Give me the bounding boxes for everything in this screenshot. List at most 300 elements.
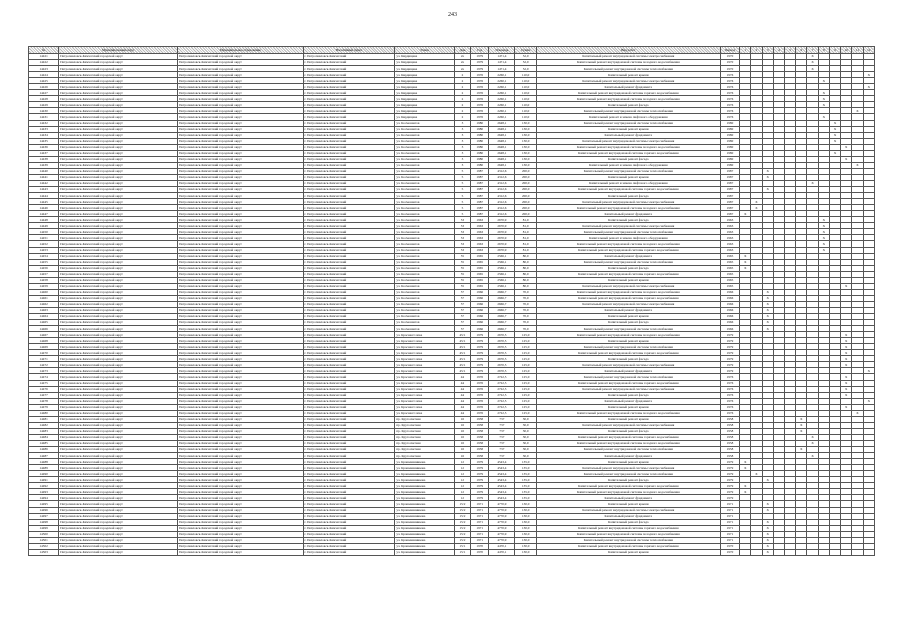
table-cell: г. Петропавловск-Камчатский [303,374,395,380]
table-cell [818,549,829,555]
table-cell: 53 [454,235,470,241]
table-cell: 70,0 [515,326,537,332]
table-cell: 1980 [471,126,489,132]
table-cell: Петропавловск-Камчатский городской округ [178,531,303,537]
table-cell: Петропавловск-Камчатский городской округ [178,344,303,350]
table-cell: г. Петропавловск-Камчатский [303,138,395,144]
table-cell: 1958 [471,422,489,428]
table-cell: 14487 [29,453,59,459]
table-cell: Х [863,368,874,374]
table-cell: 15/2 [454,537,470,543]
table-cell: 53 [454,217,470,223]
table-cell: г. Петропавловск-Камчатский [303,108,395,114]
table-cell: ул. Кирдищева [395,78,454,84]
table-cell: 1987 [720,205,739,211]
table-cell: 14433 [29,126,59,132]
table-cell: Петропавловск-Камчатский городской округ [178,90,303,96]
table-cell: 16 [454,447,470,453]
table-cell: 14426 [29,84,59,90]
table-cell: Петропавловск-Камчатский городской округ [59,96,178,102]
table-cell: Х [796,422,807,428]
table-cell: Петропавловск-Камчатский городской округ [59,277,178,283]
table-cell: Петропавловск-Камчатский городской округ [178,295,303,301]
table-cell: 1980 [471,144,489,150]
table-cell: 1976 [720,114,739,120]
table-cell: 130,0 [515,120,537,126]
table-cell: 14473 [29,368,59,374]
table-cell: Петропавловск-Камчатский городской округ [178,54,303,60]
table-cell: 125,0 [515,344,537,350]
table-cell: 5 [454,168,470,174]
table-cell: г. Петропавловск-Камчатский [303,501,395,507]
table-cell [807,549,818,555]
table-cell: ул. Космонавтов [395,180,454,186]
table-cell: 2566,1 [489,265,515,271]
table-cell: пр. Кругосветная [395,441,454,447]
column-header: Сумма [515,47,537,54]
table-cell: Капитальный ремонт внутридомовой системы теплоснабжения [536,471,720,477]
table-cell: Х [829,132,840,138]
table-cell: 135,0 [515,489,537,495]
table-cell: 15/2 [454,513,470,519]
table-cell: 1471,4 [489,60,515,66]
table-cell: 53 [454,223,470,229]
table-cell: 1979 [720,489,739,495]
table-cell: Х [740,489,751,495]
table-cell: Х [841,356,852,362]
table-cell: 2 [454,96,470,102]
table-cell: Капитальный ремонт фундамента [536,211,720,217]
table-cell: Х [762,477,773,483]
table-cell: Петропавловск-Камчатский городской округ [59,217,178,223]
table-cell: Х [841,380,852,386]
table-cell: 1966 [471,295,489,301]
table-cell: Петропавловск-Камчатский городской округ [59,102,178,108]
table-cell: 2670,9 [489,217,515,223]
table-cell: ул. Космонавтов [395,138,454,144]
table-cell: 14470 [29,350,59,356]
table-cell: Капитальный ремонт внутридомовой системы горячего водоснабжения [536,350,720,356]
table-cell: ул. Космонавтов [395,229,454,235]
table-cell: 14421 [29,54,59,60]
table-cell: 130,0 [515,549,537,555]
table-cell: Петропавловск-Камчатский городской округ [178,259,303,265]
table-cell: Петропавловск-Камчатский городской округ [59,114,178,120]
table-cell: 70,0 [515,314,537,320]
table-cell: Петропавловск-Камчатский городской округ [59,441,178,447]
table-cell: ул. Космонавтов [395,320,454,326]
table-cell: ул. Красная Сопка [395,368,454,374]
table-cell [785,549,796,555]
table-cell: г. Петропавловск-Камчатский [303,247,395,253]
table-cell: 1979 [720,495,739,501]
table-cell: 1987 [471,180,489,186]
table-cell: г. Петропавловск-Камчатский [303,132,395,138]
table-cell: 14502 [29,543,59,549]
table-cell: ул. Кирдищева [395,54,454,60]
table-cell: Капитальный ремонт крыши [536,459,720,465]
table-cell: 737 [489,416,515,422]
table-cell: 1970 [720,60,739,66]
table-cell: Капитальный ремонт фундамента [536,453,720,459]
table-cell: г. Петропавловск-Камчатский [303,235,395,241]
table-cell: Х [762,543,773,549]
table-cell: 14494 [29,495,59,501]
table-cell: Капитальный ремонт крыши [536,174,720,180]
table-cell: 1976 [720,96,739,102]
table-cell: ул. Космонавтов [395,301,454,307]
table-cell: 200,0 [515,199,537,205]
table-cell: Капитальный ремонт внутридомовой системы электроснабжения [536,199,720,205]
table-cell: Х [751,199,762,205]
table-cell: Капитальный ремонт внутридомовой системы горячего водоснабжения [536,295,720,301]
table-cell: Капитальный ремонт внутридомовой системы горячего водоснабжения [536,90,720,96]
table-cell: 2666,7 [489,320,515,326]
table-cell: г. Петропавловск-Камчатский [303,483,395,489]
table-cell: 130,0 [515,543,537,549]
table-cell: 1979 [471,356,489,362]
table-cell [796,549,807,555]
table-cell: 1987 [471,211,489,217]
table-cell: Петропавловск-Камчатский городской округ [178,174,303,180]
table-cell: 2648,1 [489,132,515,138]
table-cell: Х [818,229,829,235]
table-cell: Петропавловск-Камчатский городской округ [178,537,303,543]
table-cell: Капитальный ремонт внутридомовой системы холодного водоснабжения [536,289,720,295]
table-cell: Петропавловск-Камчатский городской округ [59,531,178,537]
table-cell: Петропавловск-Камчатский городской округ [178,362,303,368]
table-cell: Петропавловск-Камчатский городской округ [59,144,178,150]
table-cell: Петропавловск-Камчатский городской округ [59,66,178,72]
table-cell: 2670,9 [489,229,515,235]
table-cell: 1471,4 [489,66,515,72]
table-cell: 1971 [720,501,739,507]
table-cell: 1987 [720,174,739,180]
table-cell: 110,0 [515,96,537,102]
table-cell: Капитальный ремонт внутридомовой системы электроснабжения [536,422,720,428]
table-cell: 14430 [29,108,59,114]
table-cell: г. Петропавловск-Камчатский [303,507,395,513]
table-cell: ул. Космонавтов [395,162,454,168]
table-cell: г. Петропавловск-Камчатский [303,356,395,362]
table-cell: 15/2 [454,519,470,525]
table-cell: ул. Крашенинникова [395,501,454,507]
table-cell: Х [841,144,852,150]
table-cell: г. Петропавловск-Камчатский [303,549,395,555]
table-cell: 1976 [471,72,489,78]
table-cell: 1971 [471,537,489,543]
table-cell: 12 [454,495,470,501]
table-cell: 130,0 [515,156,537,162]
table-cell: 14436 [29,144,59,150]
table-cell: 14439 [29,162,59,168]
table-cell: 1979 [471,495,489,501]
table-cell: 1958 [720,434,739,440]
table-cell: г. Петропавловск-Камчатский [303,114,395,120]
table-cell: Петропавловск-Камчатский городской округ [178,301,303,307]
table-cell: Петропавловск-Камчатский городской округ [59,156,178,162]
table-cell: 1980 [720,126,739,132]
table-cell: 2260,1 [489,78,515,84]
column-header: Период [720,47,739,54]
table-cell: 1970 [720,66,739,72]
table-cell: 1976 [471,84,489,90]
table-cell: ул. Красная Сопка [395,332,454,338]
table-cell: г. Петропавловск-Камчатский [303,380,395,386]
column-header: 9 [829,47,840,54]
table-cell: г. Петропавловск-Камчатский [303,422,395,428]
table-cell: 2666,7 [489,295,515,301]
table-cell: ул. Космонавтов [395,156,454,162]
table-cell: 14462 [29,301,59,307]
table-cell: 130,0 [515,537,537,543]
table-cell: 1958 [471,428,489,434]
table-cell: Петропавловск-Камчатский городской округ [178,60,303,66]
table-cell: 1979 [471,459,489,465]
table-cell: 4312,6 [489,168,515,174]
table-cell: 14492 [29,483,59,489]
table-cell: 14480 [29,410,59,416]
table-cell: 1966 [471,314,489,320]
table-cell: Петропавловск-Камчатский городской округ [59,525,178,531]
table-cell: Петропавловск-Камчатский городской округ [178,465,303,471]
table-cell: 1958 [471,447,489,453]
table-cell: Петропавловск-Камчатский городской округ [59,60,178,66]
table-cell: 14466 [29,326,59,332]
table-cell: 53 [454,247,470,253]
table-cell: 2648,1 [489,156,515,162]
table-cell: 1971 [720,513,739,519]
table-cell: 55 [454,253,470,259]
table-cell: Петропавловск-Камчатский городской округ [178,428,303,434]
table-cell: 110,0 [515,108,537,114]
table-cell: 14440 [29,168,59,174]
table-cell: 130,0 [515,144,537,150]
table-cell: 1958 [720,416,739,422]
table-cell: 200,0 [515,211,537,217]
table-cell: 5 [454,199,470,205]
table-cell: Капитальный ремонт внутридомовой системы горячего водоснабжения [536,271,720,277]
table-cell: 737 [489,447,515,453]
table-cell: ул. Крашенинникова [395,465,454,471]
table-cell: Петропавловск-Камчатский городской округ [59,271,178,277]
table-cell: 2648,1 [489,126,515,132]
table-cell: Х [762,187,773,193]
table-cell: ул. Космонавтов [395,168,454,174]
table-cell: 14485 [29,441,59,447]
table-cell: ул. Крашенинникова [395,495,454,501]
table-cell: Капитальный ремонт внутридомовой системы теплоснабжения [536,344,720,350]
table-cell: 2670,5 [489,350,515,356]
table-cell: Х [740,465,751,471]
table-cell: 1979 [471,60,489,66]
table-cell: Капитальный ремонт внутридомовой системы холодного водоснабжения [536,241,720,247]
table-cell: Петропавловск-Камчатский городской округ [178,114,303,120]
table-cell: 12 [454,459,470,465]
table-cell: 14474 [29,374,59,380]
table-cell: Петропавловск-Камчатский городской округ [59,54,178,60]
table-cell: 1979 [720,471,739,477]
table-cell: 1965 [471,277,489,283]
table-cell: Капитальный ремонт крыши [536,277,720,283]
table-cell: ул. Крашенинникова [395,543,454,549]
table-cell: 1979 [471,344,489,350]
table-cell: Петропавловск-Камчатский городской округ [178,168,303,174]
table-cell: 130,0 [515,162,537,168]
table-cell: 1987 [471,187,489,193]
table-cell: 2722,5 [489,386,515,392]
table-cell: ул. Крашенинникова [395,525,454,531]
table-cell: 1963 [720,223,739,229]
table-cell: 1987 [471,199,489,205]
table-cell: Х [818,90,829,96]
table-cell: 2648,1 [489,144,515,150]
table-cell: Петропавловск-Камчатский городской округ [178,338,303,344]
table-cell: Капитальный ремонт внутридомовой системы теплоснабжения [536,326,720,332]
table-cell: 44 [454,398,470,404]
table-cell: Капитальный ремонт внутридомовой системы холодного водоснабжения [536,489,720,495]
table-cell: Х [762,295,773,301]
table-cell: 16 [454,453,470,459]
table-cell: 1971 [720,525,739,531]
table-cell: 2722,5 [489,398,515,404]
table-cell: 14477 [29,392,59,398]
table-cell: г. Петропавловск-Камчатский [303,229,395,235]
table-cell: 1958 [471,434,489,440]
table-cell: ул. Космонавтов [395,314,454,320]
table-cell: Петропавловск-Камчатский городской округ [59,205,178,211]
table-cell: 1980 [471,156,489,162]
table-cell: Петропавловск-Камчатский городской округ [59,314,178,320]
table-cell: 110,0 [515,114,537,120]
table-cell: Петропавловск-Камчатский городской округ [178,447,303,453]
table-cell: 45/1 [454,368,470,374]
table-cell: ул. Крашенинникова [395,537,454,543]
table-cell: Х [762,531,773,537]
table-cell: 1979 [720,350,739,356]
table-cell: 1971 [720,537,739,543]
table-cell: Петропавловск-Камчатский городской округ [59,174,178,180]
table-cell: 30,0 [515,422,537,428]
table-cell: 125,0 [515,386,537,392]
table-cell: г. Петропавловск-Камчатский [303,428,395,434]
table-cell: пр. Кругосветная [395,428,454,434]
table-cell: Петропавловск-Камчатский городской округ [59,253,178,259]
table-cell: 2666,7 [489,289,515,295]
table-cell: 2648,1 [489,120,515,126]
table-cell: 1980 [720,144,739,150]
table-cell: Капитальный ремонт фасада [536,217,720,223]
table-cell: 1958 [471,453,489,459]
table-cell: 2а [454,66,470,72]
table-cell: г. Петропавловск-Камчатский [303,531,395,537]
table-cell: Капитальный ремонт внутридомовой системы холодного водоснабжения [536,60,720,66]
table-cell: 1979 [720,356,739,362]
table-cell: 1965 [471,283,489,289]
table-header-row [29,47,875,54]
table-cell: Петропавловск-Камчатский городской округ [59,235,178,241]
table-cell: г. Петропавловск-Камчатский [303,168,395,174]
table-cell: Х [762,314,773,320]
table-cell: 70,0 [515,295,537,301]
table-cell: 4470,1 [489,549,515,555]
table-cell: 3 [454,156,470,162]
table-cell: Капитальный ремонт крыши [536,314,720,320]
table-cell: 125,0 [515,338,537,344]
table-cell: Петропавловск-Камчатский городской округ [178,289,303,295]
table-cell: 1980 [720,120,739,126]
table-cell: Капитальный ремонт крыши [536,126,720,132]
table-cell: 2670,9 [489,223,515,229]
table-cell: 14498 [29,519,59,525]
table-cell: ул. Космонавтов [395,150,454,156]
table-cell: 14469 [29,344,59,350]
table-cell: 1987 [471,205,489,211]
table-cell: Капитальный ремонт фундамента [536,307,720,313]
table-cell: Петропавловск-Камчатский городской округ [178,187,303,193]
table-cell: Петропавловск-Камчатский городской округ [59,507,178,513]
table-cell: 12 [454,483,470,489]
table-cell: Петропавловск-Камчатский городской округ [178,332,303,338]
table-cell: г. Петропавловск-Камчатский [303,60,395,66]
table-cell: 2566,1 [489,271,515,277]
table-cell: Х [829,150,840,156]
table-cell: 1976 [471,108,489,114]
table-cell: г. Петропавловск-Камчатский [303,447,395,453]
table-cell: 1979 [471,338,489,344]
table-cell: 45/1 [454,362,470,368]
table-cell: Петропавловск-Камчатский городской округ [178,271,303,277]
table-cell: 1980 [471,162,489,168]
table-cell: Петропавловск-Камчатский городской округ [59,477,178,483]
table-cell: Капитальный ремонт внутридомовой системы холодного водоснабжения [536,205,720,211]
table-cell: 4543,4 [489,477,515,483]
table-cell: ул. Космонавтов [395,271,454,277]
table-cell [841,549,852,555]
table-cell: г. Петропавловск-Камчатский [303,205,395,211]
table-cell: г. Петропавловск-Камчатский [303,301,395,307]
table-cell: 125,0 [515,398,537,404]
table-cell: ул. Крашенинникова [395,471,454,477]
table-cell: Капитальный ремонт внутридомовой системы электроснабжения [536,138,720,144]
table-cell: г. Петропавловск-Камчатский [303,459,395,465]
column-header: Муниципальное образование [178,47,303,54]
table-cell: Х [818,96,829,102]
table-cell: Капитальный ремонт внутридомовой системы холодного водоснабжения [536,531,720,537]
table-cell: ул. Космонавтов [395,326,454,332]
table-cell: Капитальный ремонт внутридомовой системы горячего водоснабжения [536,543,720,549]
table-cell: Петропавловск-Камчатский городской округ [59,374,178,380]
table-cell: 15/1 [454,549,470,555]
table-cell: 1979 [471,350,489,356]
table-cell: 2 [454,78,470,84]
table-cell: 5 [454,205,470,211]
table-cell: 2260,1 [489,90,515,96]
table-cell: Петропавловск-Камчатский городской округ [178,501,303,507]
table-cell: Х [751,205,762,211]
table-cell: 1963 [471,247,489,253]
table-cell: 2260,1 [489,72,515,78]
table-cell: Петропавловск-Камчатский городской округ [59,84,178,90]
table-cell: Капитальный ремонт внутридомовой системы горячего водоснабжения [536,434,720,440]
table-cell: Х [762,174,773,180]
table-cell: Х [841,392,852,398]
table-cell: Петропавловск-Камчатский городской округ [178,374,303,380]
table-cell: Петропавловск-Камчатский городской округ [59,162,178,168]
table-cell: 1979 [720,362,739,368]
table-cell: Капитальный ремонт и замена лифтового оборудования [536,162,720,168]
table-cell: г. Петропавловск-Камчатский [303,519,395,525]
